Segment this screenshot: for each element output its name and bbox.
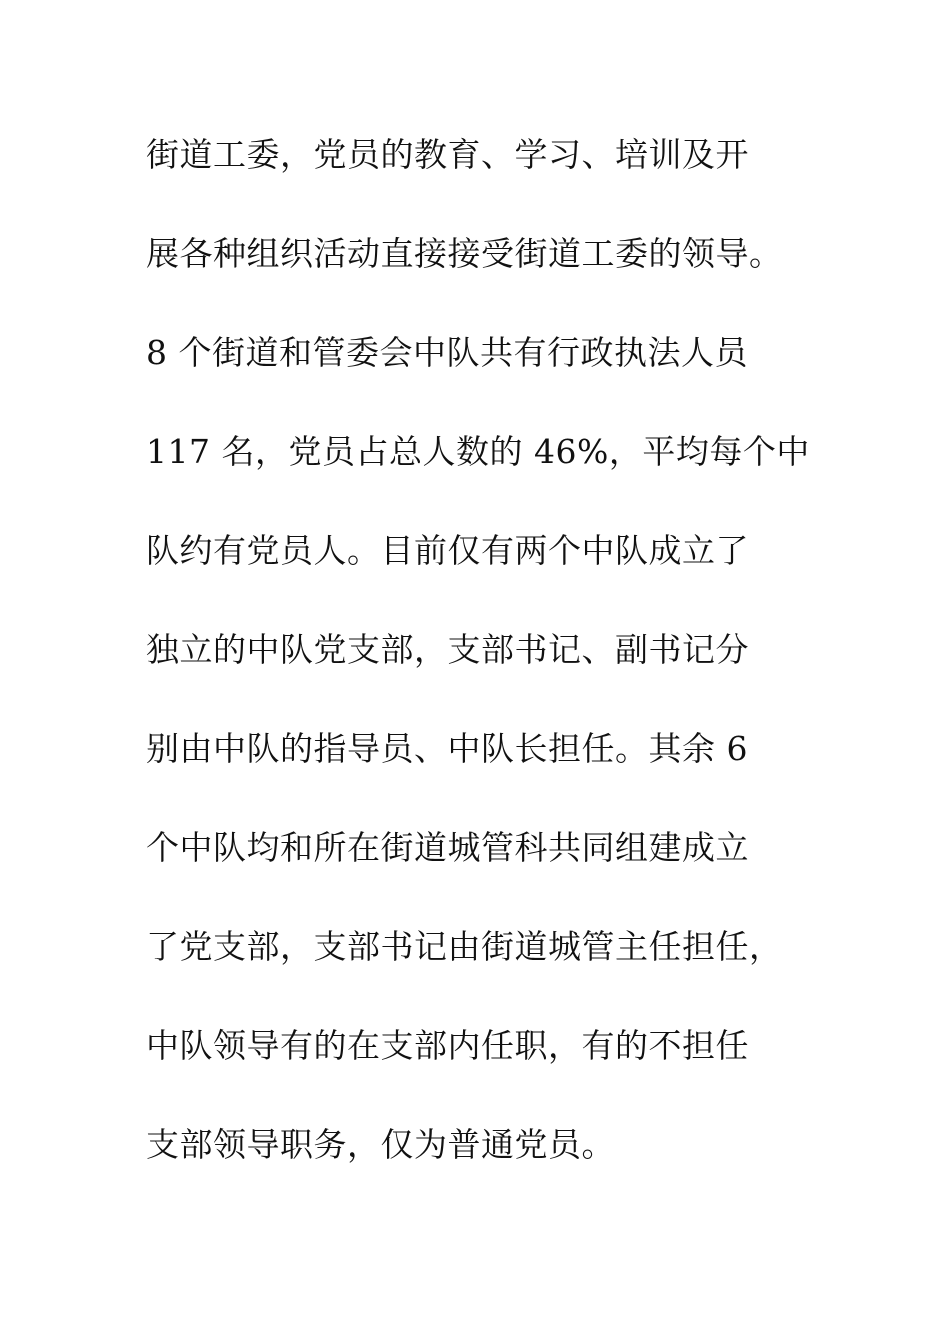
text-line: 中队领导有的在支部内任职，有的不担任 xyxy=(146,1026,749,1065)
text-line: 队约有党员人。目前仅有两个中队成立了 xyxy=(146,531,749,570)
text-line: 支部领导职务，仅为普通党员。 xyxy=(146,1125,615,1164)
body-paragraph xyxy=(146,128,826,1217)
text-line: 别由中队的指导员、中队长担任。其余 6 xyxy=(146,729,748,768)
text-line: 个中队均和所在街道城管科共同组建成立 xyxy=(146,828,749,867)
text-line: 独立的中队党支部，支部书记、副书记分 xyxy=(146,630,749,669)
text-line: 8 个街道和管委会中队共有行政执法人员 xyxy=(146,333,748,372)
text-line: 展各种组织活动直接接受街道工委的领导。 xyxy=(146,234,783,273)
text-line: 街道工委，党员的教育、学习、培训及开 xyxy=(146,135,749,174)
text-line: 117 名，党员占总人数的 46%，平均每个中 xyxy=(146,432,810,471)
text-line: 了党支部，支部书记由街道城管主任担任， xyxy=(146,927,783,966)
